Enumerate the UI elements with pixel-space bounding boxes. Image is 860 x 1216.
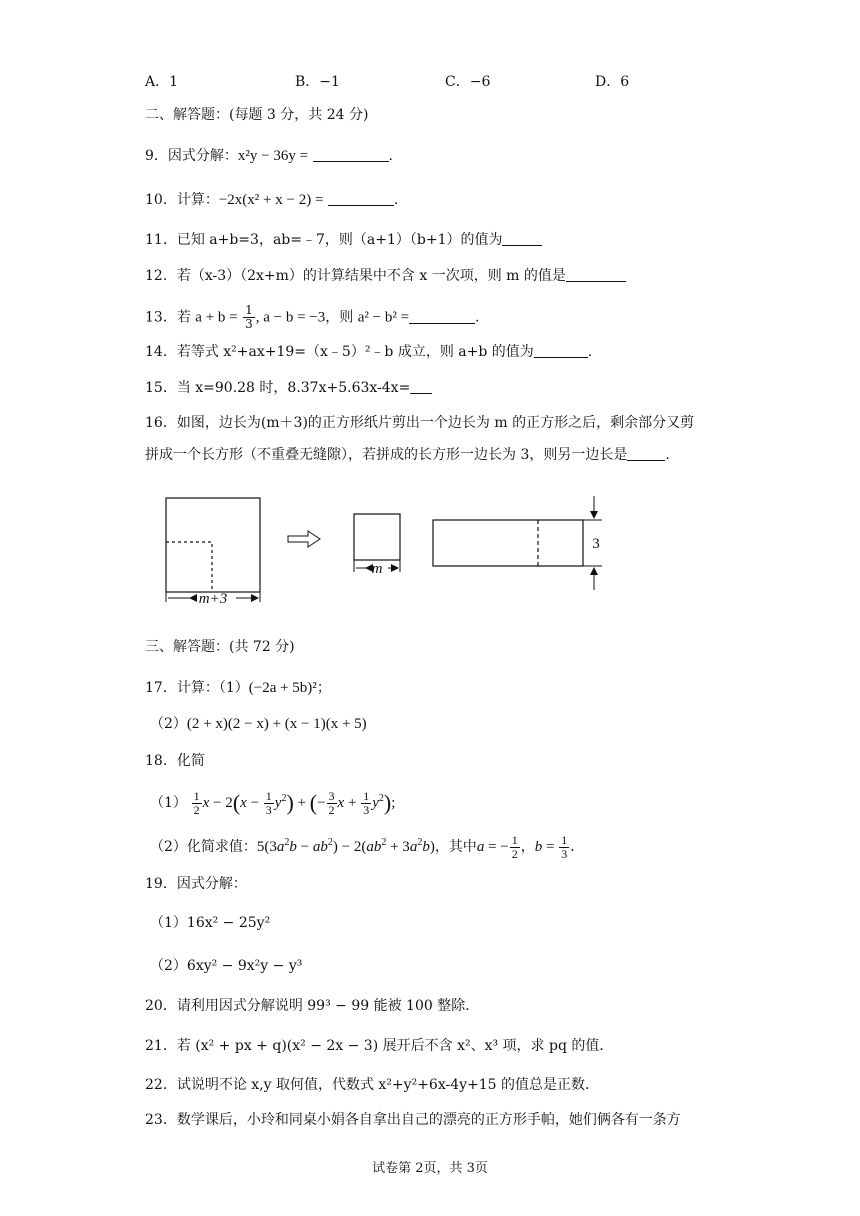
question-19-part-2: （2）6xy² − 9x²y − y³ xyxy=(150,958,303,974)
question-18-part-1: （1） $\frac{1}{2}$ x − 2(x − $\frac{1}{3}$ $y^2$) + (− $\frac{3}{2}$ x + $\frac{1}{3}$ $y^2$); xyxy=(150,789,396,818)
label-m-plus-3: m+3 xyxy=(198,591,228,607)
question-17-part-2: （2）(2 + x)(2 − x) + (x − 1)(x + 5) xyxy=(150,716,367,732)
label-3: 3 xyxy=(592,536,600,552)
page-footer: 试卷第 2页，共 3页 xyxy=(372,1161,488,1176)
question-23: 23．数学课后，小玲和同桌小娟各自拿出自己的漂亮的正方形手帕，她们俩各有一条方 xyxy=(145,1112,681,1128)
option-a: A．1 xyxy=(145,74,179,90)
small-square xyxy=(354,514,400,560)
arrow-symbol xyxy=(288,531,320,547)
result-rectangle xyxy=(433,520,583,566)
question-16-line-1: 16．如图，边长为(m＋3)的正方形纸片剪出一个边长为 m 的正方形之后，剩余部分又剪 xyxy=(145,415,695,431)
big-square xyxy=(166,498,260,592)
section-2-title: 二、解答题：(每题 3 分，共 24 分) xyxy=(145,107,369,123)
question-11: 11．已知 a+b=3，ab=﹣7，则（a+1）（b+1）的值为 xyxy=(145,230,542,250)
question-19-part-1: （1）16x² − 25y² xyxy=(150,915,271,931)
option-d: D．6 xyxy=(595,74,630,90)
question-20: 20．请利用因式分解说明 99³ − 99 能被 100 整除． xyxy=(145,998,480,1014)
option-c: C．−6 xyxy=(445,74,491,90)
question-18-part-2: （2）化简求值：$5(3a^2b - ab^2) - 2(ab^2 + 3a^2b)$，其中a = − $\frac{1}{2}$ ，b = $\frac{1}{3}$ ． xyxy=(150,833,585,862)
option-b: B．−1 xyxy=(295,74,340,90)
question-10: 10．计算：−2x(x² + x − 2) = . xyxy=(145,192,399,208)
question-15: 15．当 x=90.28 时，8.37x+5.63x-4x= xyxy=(145,378,432,398)
question-19-title: 19．因式分解： xyxy=(145,876,247,892)
question-21: 21．若 (x² + px + q)(x² − 2x − 3) 展开后不含 x²、x³ 项，求 pq 的值． xyxy=(145,1038,614,1054)
label-m: m xyxy=(371,561,383,577)
question-16-line-2: 拼成一个长方形（不重叠无缝隙），若拼成的长方形一边长为 3，则另一边长是 . xyxy=(145,447,670,463)
question-12: 12．若（x-3）（2x+m）的计算结果中不含 x 一次项，则 m 的值是 xyxy=(145,266,626,286)
question-16-figure xyxy=(150,488,620,610)
question-22: 22．试说明不论 x,y 取何值，代数式 x²+y²+6x-4y+15 的值总是正数． xyxy=(145,1077,600,1093)
question-13: 13．若 a + b = $\frac{1}{3}$ , a − b = −3，则 a² − b² = . xyxy=(145,303,480,331)
question-14: 14．若等式 x²+ax+19=（x﹣5）²﹣b 成立，则 a+b 的值为 . xyxy=(145,344,593,360)
question-18-title: 18．化简 xyxy=(145,753,205,769)
section-3-title: 三、解答题：(共 72 分) xyxy=(145,639,295,655)
question-9: 9．因式分解：x²y − 36y = . xyxy=(145,148,393,164)
question-17-part-1: 17．计算：（1）(−2a + 5b)²； xyxy=(145,680,331,696)
